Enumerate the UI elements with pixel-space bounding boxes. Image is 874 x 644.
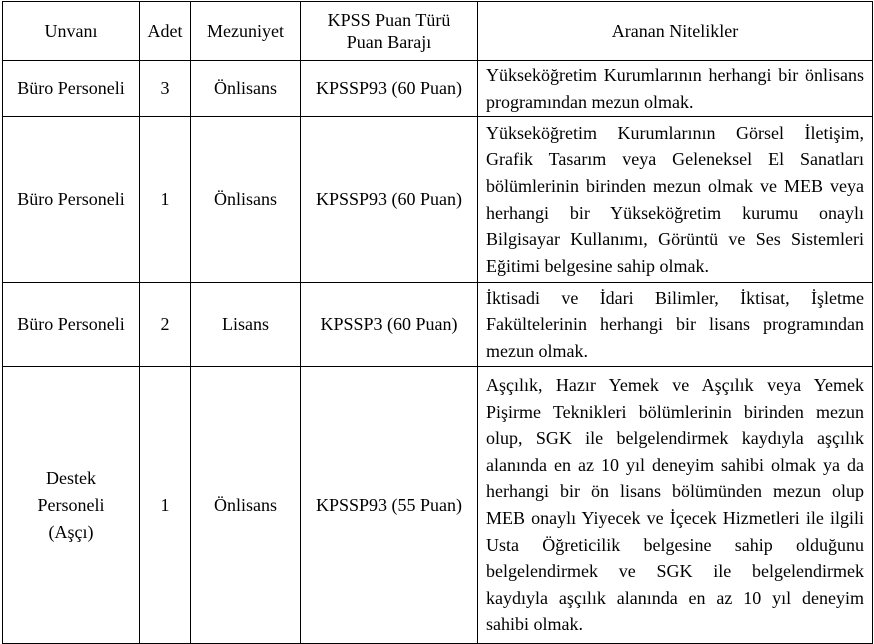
cell-count: 1 — [140, 367, 191, 644]
header-title: Unvanı — [3, 2, 140, 61]
cell-title: Destek Personeli (Aşçı) — [3, 367, 140, 644]
table-row — [3, 117, 873, 283]
cell-count: 2 — [140, 283, 191, 367]
cell-kpss: KPSSP93 (55 Puan) — [301, 367, 478, 644]
cell-count: 3 — [140, 61, 191, 117]
cell-education: Önlisans — [191, 61, 301, 117]
table-row — [3, 367, 873, 644]
cell-education: Önlisans — [191, 117, 301, 283]
header-kpss-line1: KPSS Puan Türü — [327, 10, 451, 30]
cell-title: Büro Personeli — [3, 61, 140, 117]
cell-qualifications: İktisadi ve İdari Bilimler, İktisat, İşletme Fakültelerinin herhangi bir lisans programından mezun olmak. — [478, 283, 873, 367]
cell-qualifications: Yükseköğretim Kurumlarının herhangi bir önlisans programından mezun olmak. — [478, 61, 873, 117]
cell-kpss: KPSSP3 (60 Puan) — [301, 283, 478, 367]
cell-qualifications: Yükseköğretim Kurumlarının Görsel İletişim, Grafik Tasarım veya Geleneksel El Sanatları bölümlerinin birinden mezun olmak ve MEB veya herhangi bir Yükseköğretim kurumu onaylı Bilgisayar Kullanımı, Görüntü ve Ses Sistemleri Eğitimi belgesine sahip olmak. — [478, 117, 873, 283]
cell-education: Lisans — [191, 283, 301, 367]
table-row — [3, 283, 873, 367]
cell-count: 1 — [140, 117, 191, 283]
header-row — [3, 2, 873, 61]
cell-qualifications: Aşçılık, Hazır Yemek ve Aşçılık veya Yemek Pişirme Teknikleri bölümlerinin birinden mezun olup, SGK ile belgelendirmek kaydıyla aşçılık alanında en az 10 yıl deneyim sahibi olmak ya da herhangi bir ön lisans bölümünden mezun olup MEB onaylı Yiyecek ve İçecek Hizmetleri ile ilgili Usta Öğreticilik belgesine sahip olduğunu belgelendirmek ve SGK ile belgelendirmek kaydıyla aşçılık alanında en az 10 yıl deneyim sahibi olmak. — [478, 367, 873, 644]
cell-kpss: KPSSP93 (60 Puan) — [301, 117, 478, 283]
cell-education: Önlisans — [191, 367, 301, 644]
header-education: Mezuniyet — [191, 2, 301, 61]
job-postings-table — [2, 1, 873, 644]
cell-title: Büro Personeli — [3, 117, 140, 283]
header-qualifications: Aranan Nitelikler — [478, 2, 873, 61]
cell-title: Büro Personeli — [3, 283, 140, 367]
header-kpss-line2: Puan Barajı — [346, 32, 432, 52]
cell-kpss: KPSSP93 (60 Puan) — [301, 61, 478, 117]
table-row — [3, 61, 873, 117]
header-kpss — [301, 2, 478, 61]
header-count: Adet — [140, 2, 191, 61]
